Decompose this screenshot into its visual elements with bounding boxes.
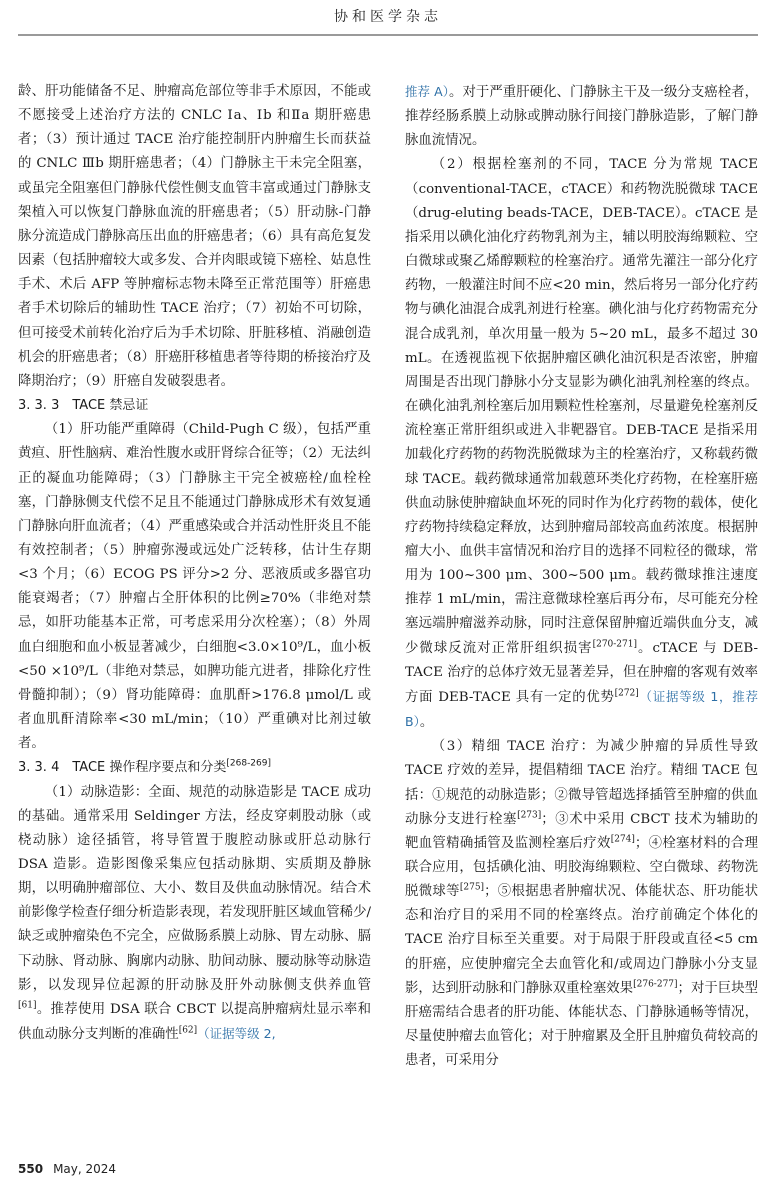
citation: [62] [178,1025,198,1036]
recommendation-level: 推荐 A） [405,84,450,99]
header-rule [18,34,758,36]
page-footer [18,1162,116,1176]
right-column [405,80,758,1073]
classification-text: （2）根据栓塞剂的不同，TACE 分为常规 TACE（conventional-TACE，cTACE）和药物洗脱微球 TACE（drug-eluting beads-TACE，DEB-TACE）。cTACE 是指采用以碘化油化疗药物乳剂为主，辅以明胶海绵颗粒、空白微球或聚乙烯醇颗粒的栓塞治疗。通常先灌注一部分化疗药物，一般灌注时间不应<20 min，然后将另一部分化疗药物与碘化油混合成乳剂进行栓塞。碘化油与化疗药物需充分混合成乳剂，单次用量一般为 5~20 mL，最多不超过 30 mL。在透视监视下依据肿瘤区碘化油沉积是否浓密，肿瘤周围是否出现门静脉小分支显影为碘化油乳剂栓塞的终点。在碘化油乳剂栓塞后加用颗粒性栓塞剂，尽量避免栓塞剂反流栓塞正常肝组织或进入非靶器官。DEB-TACE 是指采用加载化疗药物的药物洗脱微球为主的栓塞治疗，又称载药微球 TACE。载药微球通常加载蒽环类化疗药物，在栓塞肝癌供血动脉使肿瘤缺血坏死的同时作为化疗药物的载体，使化疗药物持续稳定释放，达到肿瘤局部较高血药浓度。根据肿瘤大小、血供丰富情况和治疗目的选择不同粒径的微球，常用为 100~300 μm、300~500 μm。载药微球推注速度推荐 1 mL/min，需注意微球栓塞后再分布，尽可能充分栓塞远端肿瘤滋养动脉，同时注意保留肿瘤近端供血分支，减少微球反流对正常肝组织损害 [405,157,758,656]
citation: [268-269] [226,759,272,770]
angiography-paragraph [18,781,371,1048]
citation: [273] [517,810,542,821]
angiography-text-2: 。推荐使用 DSA 联合 CBCT 以提高肿瘤病灶显示率和供血动脉分支判断的准确性 [18,1001,371,1043]
citation: [272] [614,688,639,699]
fine-tace-text-2: ；③术中采用 CBCT 技术为辅助的靶血管精确插管及监测栓塞后疗效 [405,811,758,851]
angiography-continued [405,80,758,153]
citation: [275] [459,882,485,893]
fine-tace-text-4: ；⑤根据患者肿瘤状况、体能状态、肝功能状态和治疗目的采用不同的栓塞终点。治疗前确定个体化的 TACE 治疗目标至关重要。对于局限于肝段或直径<5 cm的肝癌，应使肿瘤完全去血管化和/或周边门静脉小分支显影，达到肝动脉和门静脉双重栓塞效果 [405,884,759,996]
citation: [274] [610,834,635,845]
sentence-end: 。 [419,715,434,731]
angiography-text: （1）动脉造影：全面、规范的动脉造影是 TACE 成功的基础。通常采用 Seldinger 方法，经皮穿刺股动脉（或桡动脉）途径插管，将导管置于腹腔动脉或肝总动脉行 DSA 造影。造影图像采集应包括动脉期、实质期及静脉期，以明确肿瘤部位、大小、数目及供血动脉情况。结合术前影像学检查仔细分析造影表现，若发现肝脏区域血管稀少/缺乏或肿瘤染色不完全，应做肠系膜上动脉、胃左动脉、膈下动脉、肾动脉、胸廓内动脉、肋间动脉、腰动脉等动脉造影，以发现异位起源的肝动脉及肝外动脉侧支供养血管 [18,784,371,993]
tace-classification-paragraph [405,153,758,735]
section-heading-procedure [18,756,371,780]
classification-text-2: 。cTACE 与 DEB-TACE 治疗的总体疗效无显著差异，但在肿瘤的客观有效率方面 DEB-TACE 具有一定的优势 [405,640,758,705]
procedure-heading-text: 3. 3. 4 TACE 操作程序要点和分类 [18,760,227,776]
citation: [61] [18,1000,37,1011]
fine-tace-paragraph [405,735,758,1073]
evidence-level: （证据等级 2, [197,1026,276,1042]
left-column [18,80,371,1047]
page-header [0,0,776,58]
contraindications-paragraph: （1）肝功能严重障碍（Child-Pugh C 级），包括严重黄疸、肝性脑病、难治性腹水或肝肾综合征等；（2）无法纠正的凝血功能障碍；（3）门静脉主干完全被癌栓/血栓栓塞，门静脉侧支代偿不足且不能通过门静脉成形术有效复通门静脉向肝血流者；（4）严重感染或合并活动性肝炎且不能有效控制者；（5）肿瘤弥漫或远处广泛转移，估计生存期<3 个月；（6）ECOG PS 评分>2 分、恶液质或多器官功能衰竭者；（7）肿瘤占全肝体积的比例≥70%（非绝对禁忌，如肝功能基本正常，可考虑采用分次栓塞）；（8）外周血白细胞和血小板显著减少，白细胞<3.0×10⁹/L，血小板<50 ×10⁹/L（非绝对禁忌，如脾功能亢进者，排除化疗性骨髓抑制）；（9）肾功能障碍：血肌酐>176.8 μmol/L 或者血肌酐清除率<30 mL/min；（10）严重碘对比剂过敏者。 [18,422,371,752]
section-heading-contraindications: 3. 3. 3 TACE 禁忌证 [18,398,149,414]
issue-date: May, 2024 [53,1162,117,1176]
journal-title: 协和医学杂志 [334,9,442,25]
fine-tace-text-5: ；对于巨块型肝癌需结合患者的肝功能、体能状态、门静脉通畅等情况，尽量使肿瘤去血管化；对于肿瘤累及全肝且肿瘤负荷较高的患者，可采用分 [405,980,759,1069]
portal-vein-text: 。对于严重肝硬化、门静脉主干及一级分支癌栓者，推荐经肠系膜上动脉或脾动脉行间接门静脉造影，了解门静脉血流情况。 [405,85,759,149]
fine-tace-text-3: ；④栓塞材料的合理联合应用，包括碘化油、明胶海绵颗粒、空白微球、药物洗脱微球等 [405,835,759,900]
page-number: 550 [18,1162,44,1176]
evidence-level: （证据等级 1，推荐 B） [405,688,758,730]
indications-continued: 龄、肝功能储备不足、肿瘤高危部位等非手术原因，不能或不愿接受上述治疗方法的 CNLC Ⅰa、Ⅰb 和Ⅱa 期肝癌患者；（3）预计通过 TACE 治疗能控制肝内肿瘤生长而获益的 CNLC Ⅲb 期肝癌患者；（4）门静脉主干未完全阻塞，或虽完全阻塞但门静脉代偿性侧支血管丰富或通过门静脉支架植入可以恢复门静脉血流的肝癌患者；（5）肝动脉-门静脉分流造成门静脉高压出血的肝癌患者；（6）具有高危复发因素（包括肿瘤较大或多发、合并肉眼或镜下癌栓、姑息性手术、术后 AFP 等肿瘤标志物未降至正常范围等）肝癌患者手术切除后的辅助性 TACE 治疗；（7）初始不可切除，但可接受术前转化治疗后为手术切除、肝脏移植、消融创造机会的肝癌患者；（8）肝癌肝移植患者等待期的桥接治疗及降期治疗；（9）肝癌自发破裂患者。 [18,84,371,389]
fine-tace-text-1: （3）精细 TACE 治疗：为减少肿瘤的异质性导致 TACE 疗效的差异，提倡精细 TACE 治疗。精细 TACE 包括：①规范的动脉造影；②微导管超选择插管至肿瘤的供血动脉分支进行栓塞 [405,739,758,827]
citation: [276-277] [633,979,678,990]
citation: [270-271] [592,639,637,650]
